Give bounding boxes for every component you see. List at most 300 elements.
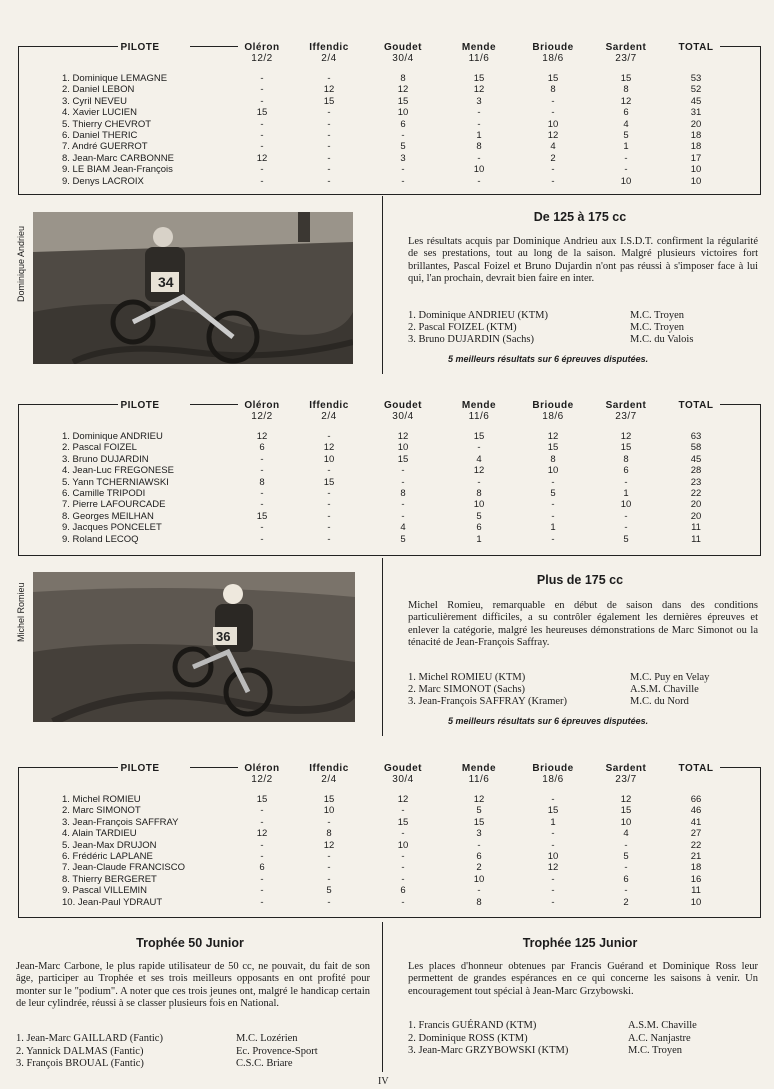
pilot-name: 3. Cyril NEVEU — [62, 95, 127, 107]
score-cell: - — [624, 522, 628, 534]
pilot-name: 2. Daniel LEBON — [62, 84, 135, 96]
score-cell: - — [327, 164, 331, 176]
total-cell: 22 — [690, 839, 702, 851]
section-title-plus-175: Plus de 175 cc — [536, 573, 624, 587]
pilot-name: 9. LE BIAM Jean-François — [62, 164, 173, 176]
table-row — [62, 141, 742, 152]
pilot-name: 4. Xavier LUCIEN — [62, 107, 137, 119]
photo-caption-2: Michel Romieu — [16, 582, 26, 642]
score-cell: 6 — [259, 442, 265, 454]
score-cell: 4 — [400, 522, 406, 534]
table-row — [62, 862, 742, 873]
header-event-date: 12/2 — [251, 411, 273, 422]
score-cell: 3 — [400, 152, 406, 164]
score-cell: 15 — [323, 476, 335, 488]
score-cell: - — [551, 828, 555, 840]
total-cell: 20 — [690, 118, 702, 130]
pilot-name: 6. Daniel THERIC — [62, 130, 138, 141]
score-cell: - — [260, 130, 264, 141]
score-cell: - — [260, 851, 264, 862]
header-event-name: Mende — [461, 42, 497, 53]
score-cell: 10 — [473, 164, 485, 176]
header-event — [373, 763, 433, 785]
table-row — [62, 840, 742, 851]
score-cell: - — [624, 885, 628, 897]
score-cell: - — [327, 118, 331, 130]
total-cell: 18 — [690, 862, 702, 874]
score-cell: - — [327, 533, 331, 545]
score-cell: - — [401, 862, 405, 874]
score-cell: 15 — [323, 95, 335, 107]
score-cell: 8 — [476, 896, 482, 908]
pilot-name: 4. Alain TARDIEU — [62, 828, 137, 840]
result-rider: 1. Jean-Marc GAILLARD (Fantic) — [16, 1033, 163, 1044]
table-right-rule — [760, 46, 761, 194]
table-row — [62, 511, 742, 522]
header-event-name: Mende — [461, 763, 497, 774]
score-cell: - — [260, 465, 264, 477]
score-cell: 10 — [397, 107, 409, 119]
score-cell: 15 — [397, 453, 409, 465]
header-event-name: Mende — [461, 400, 497, 411]
result-rider: 3. Jean-François SAFFRAY (Kramer) — [408, 696, 568, 707]
page-number: IV — [378, 1076, 389, 1087]
score-cell: 12 — [256, 431, 268, 442]
score-cell: 6 — [400, 885, 406, 897]
score-cell: 8 — [326, 828, 332, 840]
table-left-rule — [18, 767, 19, 917]
score-cell: - — [260, 839, 264, 851]
score-cell: 15 — [473, 73, 485, 84]
total-cell: 27 — [690, 828, 702, 840]
score-cell: 1 — [476, 533, 482, 545]
total-cell: 11 — [691, 522, 701, 534]
score-cell: - — [327, 522, 331, 534]
total-cell: 21 — [690, 851, 702, 862]
score-cell: - — [477, 839, 481, 851]
result-rider: 2. Yannick DALMAS (Fantic) — [16, 1045, 144, 1057]
score-cell: 12 — [547, 431, 559, 442]
header-event — [232, 400, 292, 422]
total-cell: 28 — [690, 465, 702, 477]
score-cell: - — [401, 175, 405, 187]
score-cell: 2 — [550, 152, 556, 164]
score-cell: - — [551, 873, 555, 885]
score-cell: 10 — [473, 873, 485, 885]
score-cell: 10 — [547, 851, 559, 862]
score-cell: - — [401, 896, 405, 908]
header-pilote: PILOTE — [120, 42, 160, 53]
score-cell: 15 — [620, 805, 632, 817]
score-cell: 8 — [623, 453, 629, 465]
table-row — [62, 84, 742, 95]
header-event-date: 2/4 — [321, 53, 337, 64]
header-event-date: 18/6 — [542, 411, 564, 422]
total-cell: 46 — [690, 805, 702, 817]
total-cell: 18 — [690, 141, 702, 153]
total-cell: 20 — [690, 499, 702, 511]
score-cell: 15 — [547, 805, 559, 817]
trophy50-paragraph: Jean-Marc Carbone, le plus rapide utilisateur de 50 cc, ne pouvait, du fait de son âge, participer au Trophée et ses trois meilleurs opposants en ont profité pour monter sur le "podium". A noter que ces trois jeunes ont, malgré le handicap certain de leur cylindrée, réussi à se classer plusieurs fois en National. — [16, 961, 370, 1010]
result-club: C.S.C. Briare — [236, 1058, 293, 1069]
score-cell: 4 — [476, 453, 482, 465]
header-event-name: Iffendic — [309, 400, 349, 411]
score-cell: 15 — [620, 442, 632, 454]
score-cell: 12 — [473, 84, 485, 96]
header-event — [523, 763, 583, 785]
table-row — [62, 176, 742, 187]
trophy125-paragraph: Les places d'honneur obtenues par Francis Guérand et Dominique Ross leur permettent de grandes espérances en ce qui concerne les saisons à venir. Un encouragement tout spécial à Jean-Marc Grzybowski. — [408, 961, 758, 997]
score-cell: 5 — [400, 533, 406, 545]
table-row — [62, 885, 742, 896]
score-cell: 5 — [623, 533, 629, 545]
table-top-rule-left — [18, 46, 118, 47]
header-event-date: 2/4 — [321, 411, 337, 422]
header-event-name: Brioude — [532, 400, 574, 411]
header-event-date: 30/4 — [392, 411, 414, 422]
score-cell: - — [260, 488, 264, 499]
score-cell: 10 — [473, 499, 485, 511]
table-top-rule-left — [18, 767, 118, 768]
result-club: M.C. du Valois — [630, 334, 694, 345]
header-event — [373, 42, 433, 64]
score-cell: 8 — [623, 84, 629, 96]
score-cell: 6 — [623, 873, 629, 885]
header-event-name: Iffendic — [309, 42, 349, 53]
table-row — [62, 477, 742, 488]
trophy50-title: Trophée 50 Junior — [136, 936, 244, 950]
photo-dominique-andrieu — [33, 212, 353, 364]
table-row — [62, 851, 742, 862]
header-event — [449, 400, 509, 422]
score-cell: - — [327, 488, 331, 499]
result-club: A.C. Nanjastre — [628, 1032, 691, 1044]
table-row — [62, 897, 742, 908]
score-cell: 12 — [256, 152, 268, 164]
score-cell: 4 — [550, 141, 556, 153]
score-cell: - — [624, 164, 628, 176]
score-cell: 6 — [400, 118, 406, 130]
score-cell: - — [624, 862, 628, 874]
header-event — [596, 763, 656, 785]
result-club: A.S.M. Chaville — [630, 684, 699, 695]
score-cell: 15 — [397, 95, 409, 107]
score-cell: - — [624, 476, 628, 488]
header-event-name: Brioude — [532, 42, 574, 53]
result-rider: 2. Dominique ROSS (KTM) — [408, 1032, 528, 1044]
score-cell: 12 — [397, 84, 409, 96]
table-row — [62, 488, 742, 499]
total-cell: 58 — [690, 442, 702, 454]
result-rider: 1. Francis GUÉRAND (KTM) — [408, 1020, 537, 1031]
score-cell: - — [401, 828, 405, 840]
score-cell: 12 — [547, 862, 559, 874]
header-event — [299, 42, 359, 64]
score-cell: 12 — [323, 84, 335, 96]
table-right-rule — [760, 767, 761, 917]
table-left-rule — [18, 404, 19, 555]
total-cell: 17 — [690, 152, 702, 164]
section2-paragraph: Michel Romieu, remarquable en début de saison dans des conditions particulièrement difficiles, a su contrôler également les dernières épreuves et enlever la catégorie, malgré les heureuses démonstrations de Marc Simonot ou la ténacité de Jean-François Saffray. — [408, 600, 758, 649]
score-cell: 8 — [550, 84, 556, 96]
score-cell: 10 — [323, 805, 335, 817]
total-cell: 10 — [690, 164, 702, 176]
score-cell: 10 — [323, 453, 335, 465]
score-cell: 5 — [623, 851, 629, 862]
score-cell: - — [327, 510, 331, 522]
header-event — [373, 400, 433, 422]
section2-note: 5 meilleurs résultats sur 6 épreuves disputées. — [448, 716, 649, 726]
result-club: M.C. Lozérien — [236, 1033, 298, 1044]
header-pilote: PILOTE — [120, 400, 160, 411]
result-club: Ec. Provence-Sport — [236, 1045, 318, 1057]
score-cell: 5 — [550, 488, 556, 499]
score-cell: 1 — [623, 141, 629, 153]
score-cell: 15 — [620, 73, 632, 84]
score-cell: 8 — [400, 488, 406, 499]
result-club: M.C. Troyen — [628, 1045, 682, 1056]
score-cell: 2 — [476, 862, 482, 874]
result-club: M.C. Troyen — [630, 310, 684, 321]
score-cell: 15 — [473, 431, 485, 442]
result-club: M.C. Troyen — [630, 322, 684, 333]
table-top-rule-left — [18, 404, 118, 405]
score-cell: - — [477, 442, 481, 454]
table-row — [62, 817, 742, 828]
score-cell: - — [260, 175, 264, 187]
score-cell: 10 — [620, 816, 632, 828]
score-cell: - — [551, 794, 555, 805]
total-cell: 11 — [691, 885, 701, 897]
score-cell: 12 — [473, 465, 485, 477]
table-top-rule-mid — [190, 404, 238, 405]
score-cell: - — [260, 816, 264, 828]
result-rider: 1. Michel ROMIEU (KTM) — [408, 672, 526, 683]
score-cell: 8 — [550, 453, 556, 465]
result-rider: 3. Jean-Marc GRZYBOWSKI (KTM) — [408, 1045, 569, 1056]
header-event — [299, 763, 359, 785]
score-cell: - — [624, 510, 628, 522]
header-event-date: 30/4 — [392, 774, 414, 785]
score-cell: - — [260, 873, 264, 885]
score-cell: - — [260, 885, 264, 897]
header-event-date: 23/7 — [615, 774, 637, 785]
rider-photo-illustration — [33, 212, 353, 364]
header-event-name: Oléron — [244, 400, 280, 411]
score-cell: 2 — [623, 896, 629, 908]
score-cell: - — [624, 839, 628, 851]
score-cell: 15 — [473, 816, 485, 828]
score-cell: - — [327, 816, 331, 828]
pilot-name: 2. Marc SIMONOT — [62, 805, 141, 817]
score-cell: - — [260, 164, 264, 176]
pilot-name: 3. Jean-François SAFFRAY — [62, 816, 179, 828]
photo-michel-romieu — [33, 572, 355, 722]
score-cell: 4 — [623, 118, 629, 130]
header-event-name: Goudet — [384, 763, 422, 774]
svg-text:34: 34 — [158, 274, 174, 290]
score-cell: - — [477, 152, 481, 164]
header-event-name: Goudet — [384, 400, 422, 411]
score-cell: 6 — [259, 862, 265, 874]
header-event-date: 23/7 — [615, 53, 637, 64]
score-cell: - — [551, 510, 555, 522]
pilot-name: 7. Jean-Claude FRANCISCO — [62, 862, 186, 874]
pilot-name: 1. Dominique ANDRIEU — [62, 431, 163, 442]
score-cell: 1 — [550, 816, 556, 828]
score-cell: - — [551, 839, 555, 851]
score-cell: 12 — [473, 794, 485, 805]
pilot-name: 1. Michel ROMIEU — [62, 794, 141, 805]
table-left-rule — [18, 46, 19, 194]
header-event-name: Sardent — [605, 42, 647, 53]
table-top-rule-mid — [190, 46, 238, 47]
score-cell: - — [401, 805, 405, 817]
total-cell: 10 — [690, 175, 702, 187]
total-cell: 10 — [690, 896, 702, 908]
total-cell: 31 — [690, 107, 702, 119]
total-cell: 41 — [690, 816, 702, 828]
table-row — [62, 534, 742, 545]
header-event-name: Sardent — [605, 400, 647, 411]
header-event — [232, 763, 292, 785]
score-cell: 12 — [397, 431, 409, 442]
score-cell: - — [551, 499, 555, 511]
score-cell: - — [551, 896, 555, 908]
section1-note: 5 meilleurs résultats sur 6 épreuves disputées. — [448, 354, 649, 364]
score-cell: - — [477, 885, 481, 897]
score-cell: - — [327, 851, 331, 862]
score-cell: 15 — [547, 73, 559, 84]
score-cell: 8 — [476, 488, 482, 499]
score-cell: 10 — [397, 442, 409, 454]
photo-caption-1: Dominique Andrieu — [16, 225, 26, 302]
pilot-name: 6. Frédéric LAPLANE — [62, 851, 153, 862]
score-cell: - — [477, 107, 481, 119]
score-cell: 15 — [256, 794, 268, 805]
table-row — [62, 828, 742, 839]
header-total: TOTAL — [678, 763, 714, 774]
score-cell: 15 — [256, 510, 268, 522]
pilot-name: 6. Camille TRIPODI — [62, 488, 146, 499]
score-cell: - — [477, 118, 481, 130]
score-cell: - — [260, 896, 264, 908]
table-row — [62, 465, 742, 476]
pilot-name: 9. Pascal VILLEMIN — [62, 885, 148, 897]
table-top-rule-right — [720, 404, 760, 405]
table-row — [62, 454, 742, 465]
score-cell: - — [327, 465, 331, 477]
result-club: A.S.M. Chaville — [628, 1020, 697, 1031]
pilot-name: 5. Yann TCHERNIAWSKI — [62, 476, 169, 488]
header-event-date: 11/6 — [468, 53, 490, 64]
total-cell: 16 — [690, 873, 702, 885]
score-cell: - — [477, 175, 481, 187]
header-event — [449, 42, 509, 64]
score-cell: - — [260, 73, 264, 84]
score-cell: - — [327, 499, 331, 511]
score-cell: 8 — [476, 141, 482, 153]
pilot-name: 8. Jean-Marc CARBONNE — [62, 152, 174, 164]
score-cell: 5 — [476, 510, 482, 522]
score-cell: - — [551, 164, 555, 176]
total-cell: 45 — [690, 95, 702, 107]
score-cell: 5 — [623, 130, 629, 141]
pilot-name: 3. Bruno DUJARDIN — [62, 453, 149, 465]
score-cell: - — [551, 107, 555, 119]
table-row — [62, 442, 742, 453]
table-row — [62, 153, 742, 164]
header-event — [449, 763, 509, 785]
score-cell: - — [551, 175, 555, 187]
total-cell: 11 — [691, 533, 701, 545]
header-event-date: 18/6 — [542, 53, 564, 64]
header-event-date: 11/6 — [468, 774, 490, 785]
rider-photo-illustration-2 — [33, 572, 355, 722]
header-total: TOTAL — [678, 400, 714, 411]
header-pilote: PILOTE — [120, 763, 160, 774]
header-event — [596, 400, 656, 422]
score-cell: - — [260, 533, 264, 545]
table-row — [62, 499, 742, 510]
score-cell: - — [401, 476, 405, 488]
score-cell: - — [401, 510, 405, 522]
header-event — [299, 400, 359, 422]
score-cell: 6 — [476, 522, 482, 534]
score-cell: 3 — [476, 828, 482, 840]
score-cell: - — [327, 107, 331, 119]
header-event-date: 11/6 — [468, 411, 490, 422]
header-event — [232, 42, 292, 64]
score-cell: 8 — [259, 476, 265, 488]
header-event — [523, 42, 583, 64]
score-cell: - — [401, 465, 405, 477]
total-cell: 18 — [690, 130, 702, 141]
score-cell: - — [327, 431, 331, 442]
score-cell: 3 — [476, 95, 482, 107]
score-cell: - — [327, 862, 331, 874]
score-cell: - — [551, 476, 555, 488]
pilot-name: 7. André GUERROT — [62, 141, 148, 153]
score-cell: 15 — [323, 794, 335, 805]
result-rider: 2. Marc SIMONOT (Sachs) — [408, 684, 526, 695]
header-event — [596, 42, 656, 64]
score-cell: 5 — [476, 805, 482, 817]
score-cell: 6 — [476, 851, 482, 862]
table-row — [62, 164, 742, 175]
trophy125-title: Trophée 125 Junior — [522, 936, 638, 950]
table-top-rule-right — [720, 767, 760, 768]
section-title-125-175: De 125 à 175 cc — [533, 210, 627, 224]
score-cell: - — [551, 95, 555, 107]
header-event-name: Goudet — [384, 42, 422, 53]
header-event-date: 12/2 — [251, 53, 273, 64]
score-cell: - — [401, 130, 405, 141]
score-cell: - — [260, 522, 264, 534]
pilot-name: 2. Pascal FOIZEL — [62, 442, 137, 454]
score-cell: - — [260, 84, 264, 96]
score-cell: 10 — [620, 175, 632, 187]
score-cell: 10 — [547, 118, 559, 130]
result-club: M.C. Puy en Velay — [630, 672, 710, 683]
score-cell: - — [260, 453, 264, 465]
score-cell: 6 — [623, 107, 629, 119]
pilot-name: 8. Georges MEILHAN — [62, 510, 154, 522]
table-row — [62, 874, 742, 885]
table-row — [62, 119, 742, 130]
pilot-name: 5. Thierry CHEVROT — [62, 118, 152, 130]
total-cell: 23 — [690, 476, 702, 488]
